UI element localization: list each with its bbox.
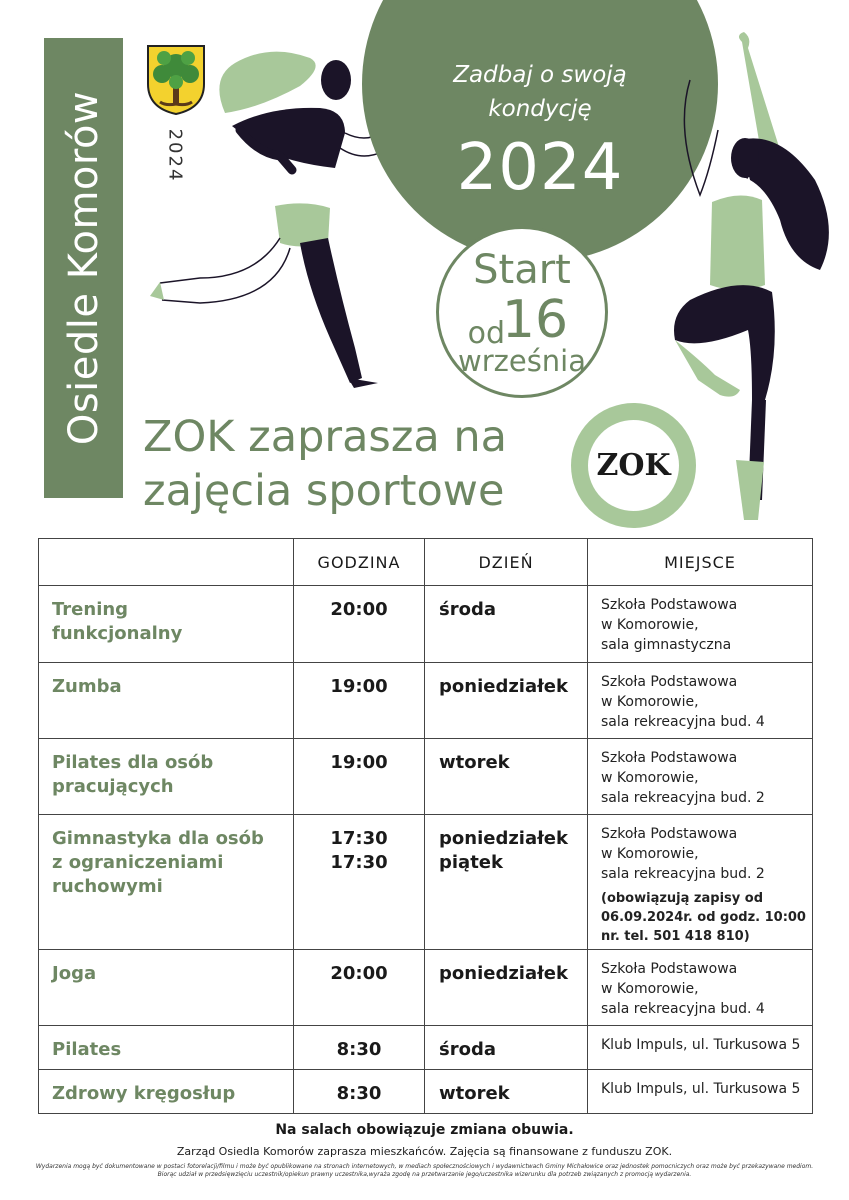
hour-cell <box>294 739 425 815</box>
activity-name: Pilates <box>52 1039 122 1060</box>
day-value: środa <box>439 1039 496 1060</box>
slogan <box>420 58 660 126</box>
place-line: Szkoła Podstawowa <box>601 597 738 613</box>
header-day: DZIEŃ <box>425 539 588 586</box>
headline-line-2: zajęcia sportowe <box>143 466 505 516</box>
activity-name: Trening <box>52 599 129 620</box>
day-cell <box>425 586 588 663</box>
header-place: MIEJSCE <box>588 539 813 586</box>
start-month: września <box>457 344 587 378</box>
hour-cell <box>294 950 425 1026</box>
place-line: Szkoła Podstawowa <box>601 750 738 766</box>
activity-name-cell <box>39 586 294 663</box>
disclaimer-line-1: Wydarzenia mogą być dokumentowane w postaci fotorelacji/filmu i może być opublikowane na stronach internetowych, w mediach społecznościowych i wydawnictwach Gminy Michałowice oraz jednostek pomocniczych oraz może być przekazywane mediom. <box>35 1163 814 1170</box>
activity-name: Joga <box>52 963 97 984</box>
activity-name-cell <box>39 1026 294 1070</box>
hour-cell <box>294 1070 425 1114</box>
day-cell <box>425 739 588 815</box>
header-activity <box>39 539 294 586</box>
start-label: Start <box>473 247 571 293</box>
day-value: piątek <box>439 852 503 873</box>
activity-name: z ograniczeniami <box>52 852 224 873</box>
day-value: wtorek <box>439 1083 510 1104</box>
day-cell <box>425 1070 588 1114</box>
day-cell <box>425 815 588 950</box>
place-line: Szkoła Podstawowa <box>601 826 738 842</box>
day-value: poniedziałek <box>439 676 568 697</box>
hour-value: 17:30 <box>330 828 388 849</box>
place-line: sala rekreacyjna bud. 4 <box>601 714 765 730</box>
place-cell <box>588 739 813 815</box>
activity-name-cell <box>39 663 294 739</box>
table-row <box>39 950 813 1026</box>
header-hour: GODZINA <box>294 539 425 586</box>
place-cell <box>588 663 813 739</box>
activity-name: pracujących <box>52 776 174 797</box>
disclaimer-line-2: Biorąc udział w przedsięwzięciu uczestnik/opiekun prawny uczestnika,wyraża zgodę na przetwarzanie jego/uczestnika wizerunku dla potrzeb związanych z promocją wydarzenia. <box>157 1171 692 1178</box>
place-line: w Komorowie, <box>601 770 699 786</box>
vertical-banner <box>44 38 123 498</box>
hour-value: 8:30 <box>336 1083 382 1104</box>
table-row <box>39 739 813 815</box>
activity-name-cell <box>39 815 294 950</box>
table-header-row <box>39 539 813 586</box>
activity-name: Pilates dla osób <box>52 752 214 773</box>
note-line: nr. tel. 501 418 810) <box>601 929 750 944</box>
hour-cell <box>294 1026 425 1070</box>
table-row <box>39 586 813 663</box>
slogan-line-2: kondycję <box>488 96 592 122</box>
place-cell <box>588 1070 813 1114</box>
place-line: Szkoła Podstawowa <box>601 961 738 977</box>
place-line: Szkoła Podstawowa <box>601 674 738 690</box>
slogan-line-1: Zadbaj o swoją <box>453 62 627 88</box>
place-line: w Komorowie, <box>601 846 699 862</box>
table-row <box>39 1026 813 1070</box>
day-value: środa <box>439 599 496 620</box>
day-value: poniedziałek <box>439 828 568 849</box>
place-line: w Komorowie, <box>601 617 699 633</box>
note-line: 06.09.2024r. od godz. 10:00 <box>601 910 806 925</box>
place-line: Klub Impuls, ul. Turkusowa 5 <box>601 1081 801 1097</box>
place-cell <box>588 586 813 663</box>
place-line: sala rekreacyjna bud. 2 <box>601 866 765 882</box>
activity-name-cell <box>39 1070 294 1114</box>
place-line: sala rekreacyjna bud. 2 <box>601 790 765 806</box>
footer-disclaimer <box>30 1163 819 1179</box>
headline <box>143 410 573 518</box>
activity-name: Zdrowy kręgosłup <box>52 1083 236 1104</box>
hour-value: 8:30 <box>336 1039 382 1060</box>
registration-note <box>601 889 808 946</box>
place-line: Klub Impuls, ul. Turkusowa 5 <box>601 1037 801 1053</box>
place-line: sala rekreacyjna bud. 4 <box>601 1001 765 1017</box>
activity-name: ruchowymi <box>52 876 163 897</box>
banner-title: Osiedle Komorów <box>60 90 107 446</box>
hour-cell <box>294 815 425 950</box>
hour-value: 20:00 <box>330 599 388 620</box>
day-value: poniedziałek <box>439 963 568 984</box>
table-row <box>39 815 813 950</box>
place-line: w Komorowie, <box>601 981 699 997</box>
table-row <box>39 1070 813 1114</box>
place-cell <box>588 950 813 1026</box>
day-cell <box>425 663 588 739</box>
zok-logo-text: ZOK <box>588 420 679 511</box>
activity-name-cell <box>39 950 294 1026</box>
hour-value: 19:00 <box>330 676 388 697</box>
zok-logo <box>571 403 696 528</box>
start-od: od <box>467 316 505 351</box>
start-day: 16 <box>501 290 569 350</box>
crest-year-text: 2024 <box>164 128 186 182</box>
activity-name: Zumba <box>52 676 122 697</box>
activity-name-cell <box>39 739 294 815</box>
day-cell <box>425 950 588 1026</box>
footer-info: Zarząd Osiedla Komorów zaprasza mieszkańców. Zajęcia są finansowane z funduszu ZOK. <box>176 1145 673 1158</box>
hour-value: 19:00 <box>330 752 388 773</box>
hour-cell <box>294 586 425 663</box>
activity-name: funkcjonalny <box>52 623 183 644</box>
day-cell <box>425 1026 588 1070</box>
headline-line-1: ZOK zaprasza na <box>143 412 508 462</box>
day-value: wtorek <box>439 752 510 773</box>
schedule-table <box>38 538 813 1114</box>
place-cell <box>588 1026 813 1070</box>
hour-value: 20:00 <box>330 963 388 984</box>
hour-value: 17:30 <box>330 852 388 873</box>
year-heading: 2024 <box>456 131 624 205</box>
hour-cell <box>294 663 425 739</box>
footer-notice: Na salach obowiązuje zmiana obuwia. <box>275 1122 574 1138</box>
place-line: w Komorowie, <box>601 694 699 710</box>
place-cell <box>588 815 813 950</box>
activity-name: Gimnastyka dla osób <box>52 828 264 849</box>
table-row <box>39 663 813 739</box>
note-line: (obowiązują zapisy od <box>601 891 763 906</box>
place-line: sala gimnastyczna <box>601 637 732 653</box>
